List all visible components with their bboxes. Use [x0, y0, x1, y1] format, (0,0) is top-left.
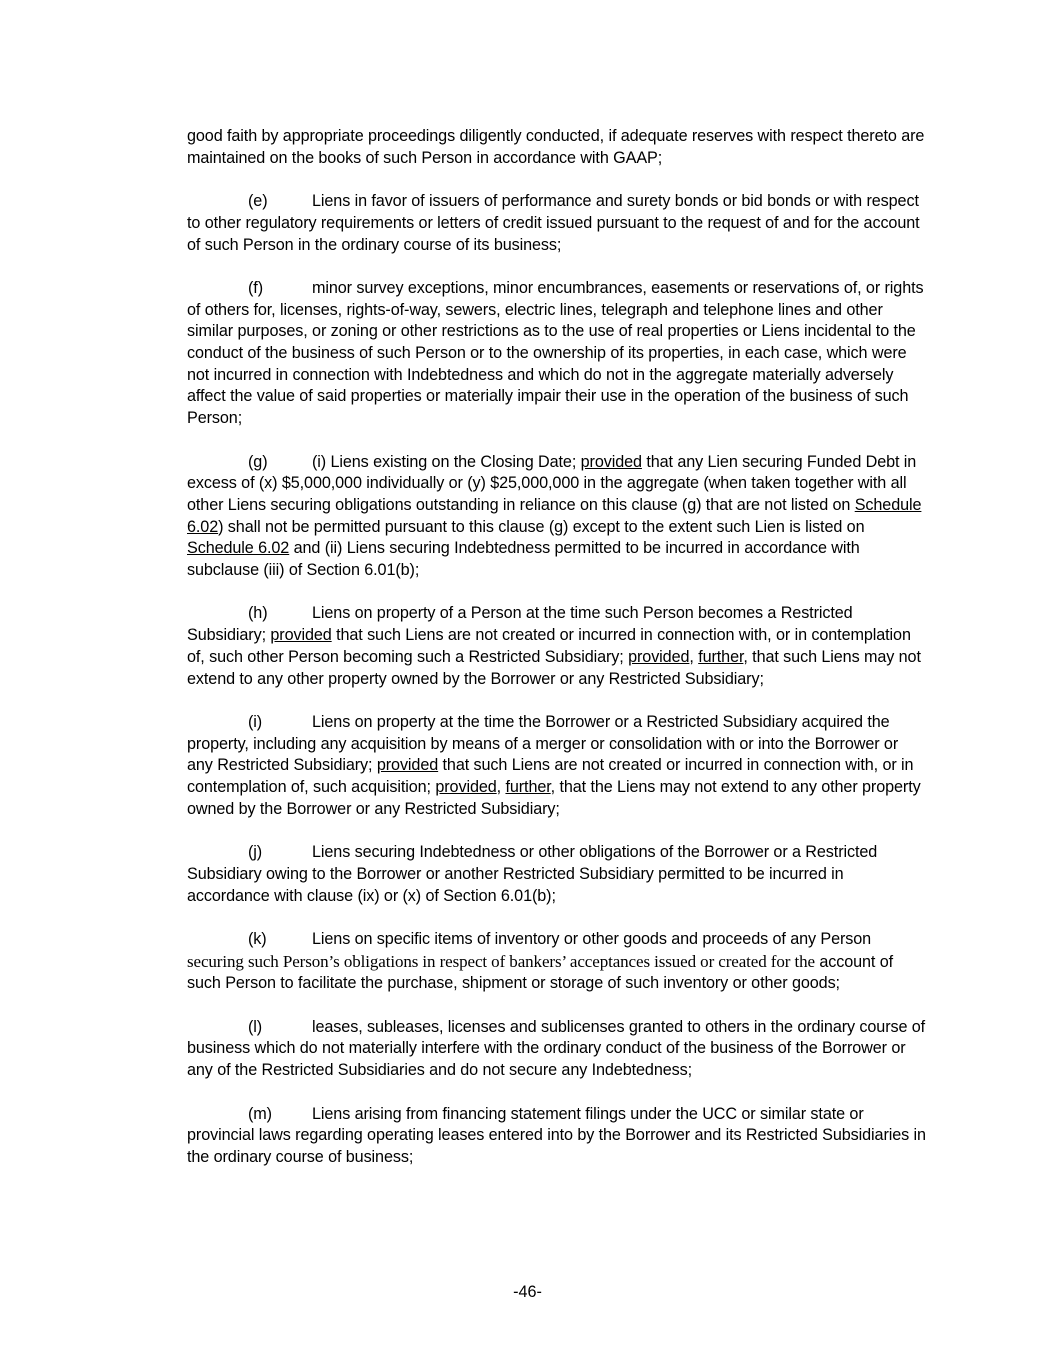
clause-text-h-2: that such Liens are not created or incurred in connection with, or in contemplation of, such other Person becoming such a Restricted Subsidiary;: [187, 626, 911, 666]
clause-label-m: (m): [248, 1104, 272, 1123]
clause-text-m: Liens arising from financing statement filings under the UCC or similar state or provincial laws regarding operating leases entered into by the Borrower and its Restricted Subsidiaries in the ordinary course of business;: [187, 1104, 926, 1166]
provided-term: provided: [376, 756, 439, 775]
clause-label-i: (i): [248, 712, 263, 731]
clause-label-e: (e): [248, 192, 268, 211]
clause-label-g: (g): [248, 452, 268, 471]
clause-text-i-1: Liens on property at the time the Borrower or a Restricted Subsidiary acquired the property, including any acquisition by means of a merger or consolidation with or into the Borrower or any Restricted Subsidiary;: [187, 712, 899, 775]
clause-text-k-serif: securing such Person’s obligations in respect of bankers’ acceptances issued or created for the: [187, 951, 815, 971]
paragraph-intro: [187, 126, 927, 169]
clause-label-j: (j): [248, 843, 263, 862]
paragraph-j: [187, 842, 927, 907]
clause-text-h-1: Liens on property of a Person at the time such Person becomes a Restricted Subsidiary;: [187, 604, 853, 645]
page-number: -46-: [513, 1283, 542, 1301]
clause-text-g-1: (i) Liens existing on the Closing Date;: [312, 452, 581, 471]
provided-term: provided: [628, 647, 690, 666]
paragraph-intro-text: good faith by appropriate proceedings diligently conducted, if adequate reserves with respect thereto are maintained on the books of such Person in accordance with GAAP;: [187, 127, 925, 167]
provided-term: provided: [435, 778, 497, 797]
clause-label-h: (h): [248, 604, 268, 623]
clause-text-k-2: account of such Person to facilitate the purchase, shipment or storage of such inventory or other goods;: [187, 952, 894, 993]
further-term: further: [505, 778, 551, 797]
paragraph-e: [187, 191, 927, 256]
clause-text-i-4: , that the Liens may not extend to any other property owned by the Borrower or any Restricted Subsidiary;: [187, 778, 921, 818]
paragraph-k: [187, 929, 927, 995]
clause-text-g-2: that any Lien securing Funded Debt in excess of (x) $5,000,000 individually or (y) $25,000,000 in the aggregate (when taken together with all other Liens securing obligations outstanding in reliance on this clause (g) that are not listed on: [187, 452, 917, 514]
clause-text-i-3: ,: [496, 778, 506, 797]
paragraph-g: [187, 452, 927, 582]
clause-label-k: (k): [248, 929, 267, 948]
schedule-reference: Schedule 6.02: [187, 539, 290, 558]
clause-text-f: minor survey exceptions, minor encumbrances, easements or reservations of, or rights of others for, licenses, rights-of-way, sewers, electric lines, telegraph and telephone lines and other similar purposes, or zoning or other restrictions as to the use of real properties or Liens incidental to the conduct of the business of such Person or to the ownership of its properties, in each case, which were not incurred in connection with Indebtedness and which do not in the aggregate materially adversely affect the value of said properties or materially impair their use in the operation of the business of such Person;: [187, 278, 924, 428]
schedule-reference: Schedule 6.02: [187, 495, 922, 536]
paragraph-h: [187, 603, 927, 690]
clause-text-h-3: ,: [689, 647, 699, 666]
clause-text-g-3: ) shall not be permitted pursuant to this clause (g) except to the extent such Lien is listed on: [218, 517, 865, 536]
clause-text-j: Liens securing Indebtedness or other obligations of the Borrower or a Restricted Subsidiary owing to the Borrower or another Restricted Subsidiary permitted to be incurred in accordance with clause (ix) or (x) of Section 6.01(b);: [187, 843, 878, 905]
clause-label-l: (l): [248, 1017, 263, 1036]
clause-text-h-4: , that such Liens may not extend to any other property owned by the Borrower or any Restricted Subsidiary;: [187, 647, 921, 688]
provided-term: provided: [580, 452, 642, 471]
provided-term: provided: [270, 626, 332, 645]
clause-label-f: (f): [248, 278, 263, 297]
page-body: [187, 126, 927, 1190]
paragraph-l: [187, 1017, 927, 1082]
clause-text-k-1: Liens on specific items of inventory or other goods and proceeds of any Person: [312, 929, 872, 948]
paragraph-m: [187, 1104, 927, 1169]
clause-text-g-4: and (ii) Liens securing Indebtedness permitted to be incurred in accordance with subclause (iii) of Section 6.01(b);: [187, 539, 860, 580]
paragraph-f: [187, 278, 927, 430]
further-term: further: [698, 647, 744, 666]
clause-text-l: leases, subleases, licenses and sublicenses granted to others in the ordinary course of business which do not materially interfere with the ordinary conduct of the business of the Borrower or any of the Restricted Subsidiaries and do not secure any Indebtedness;: [187, 1017, 926, 1080]
clause-text-e: Liens in favor of issuers of performance and surety bonds or bid bonds or with respect to other regulatory requirements or letters of credit issued pursuant to the request of and for the account of such Person in the ordinary course of its business;: [187, 192, 920, 254]
clause-text-i-2: that such Liens are not created or incurred in connection with, or in contemplation of, such acquisition;: [187, 756, 914, 797]
paragraph-i: [187, 712, 927, 821]
